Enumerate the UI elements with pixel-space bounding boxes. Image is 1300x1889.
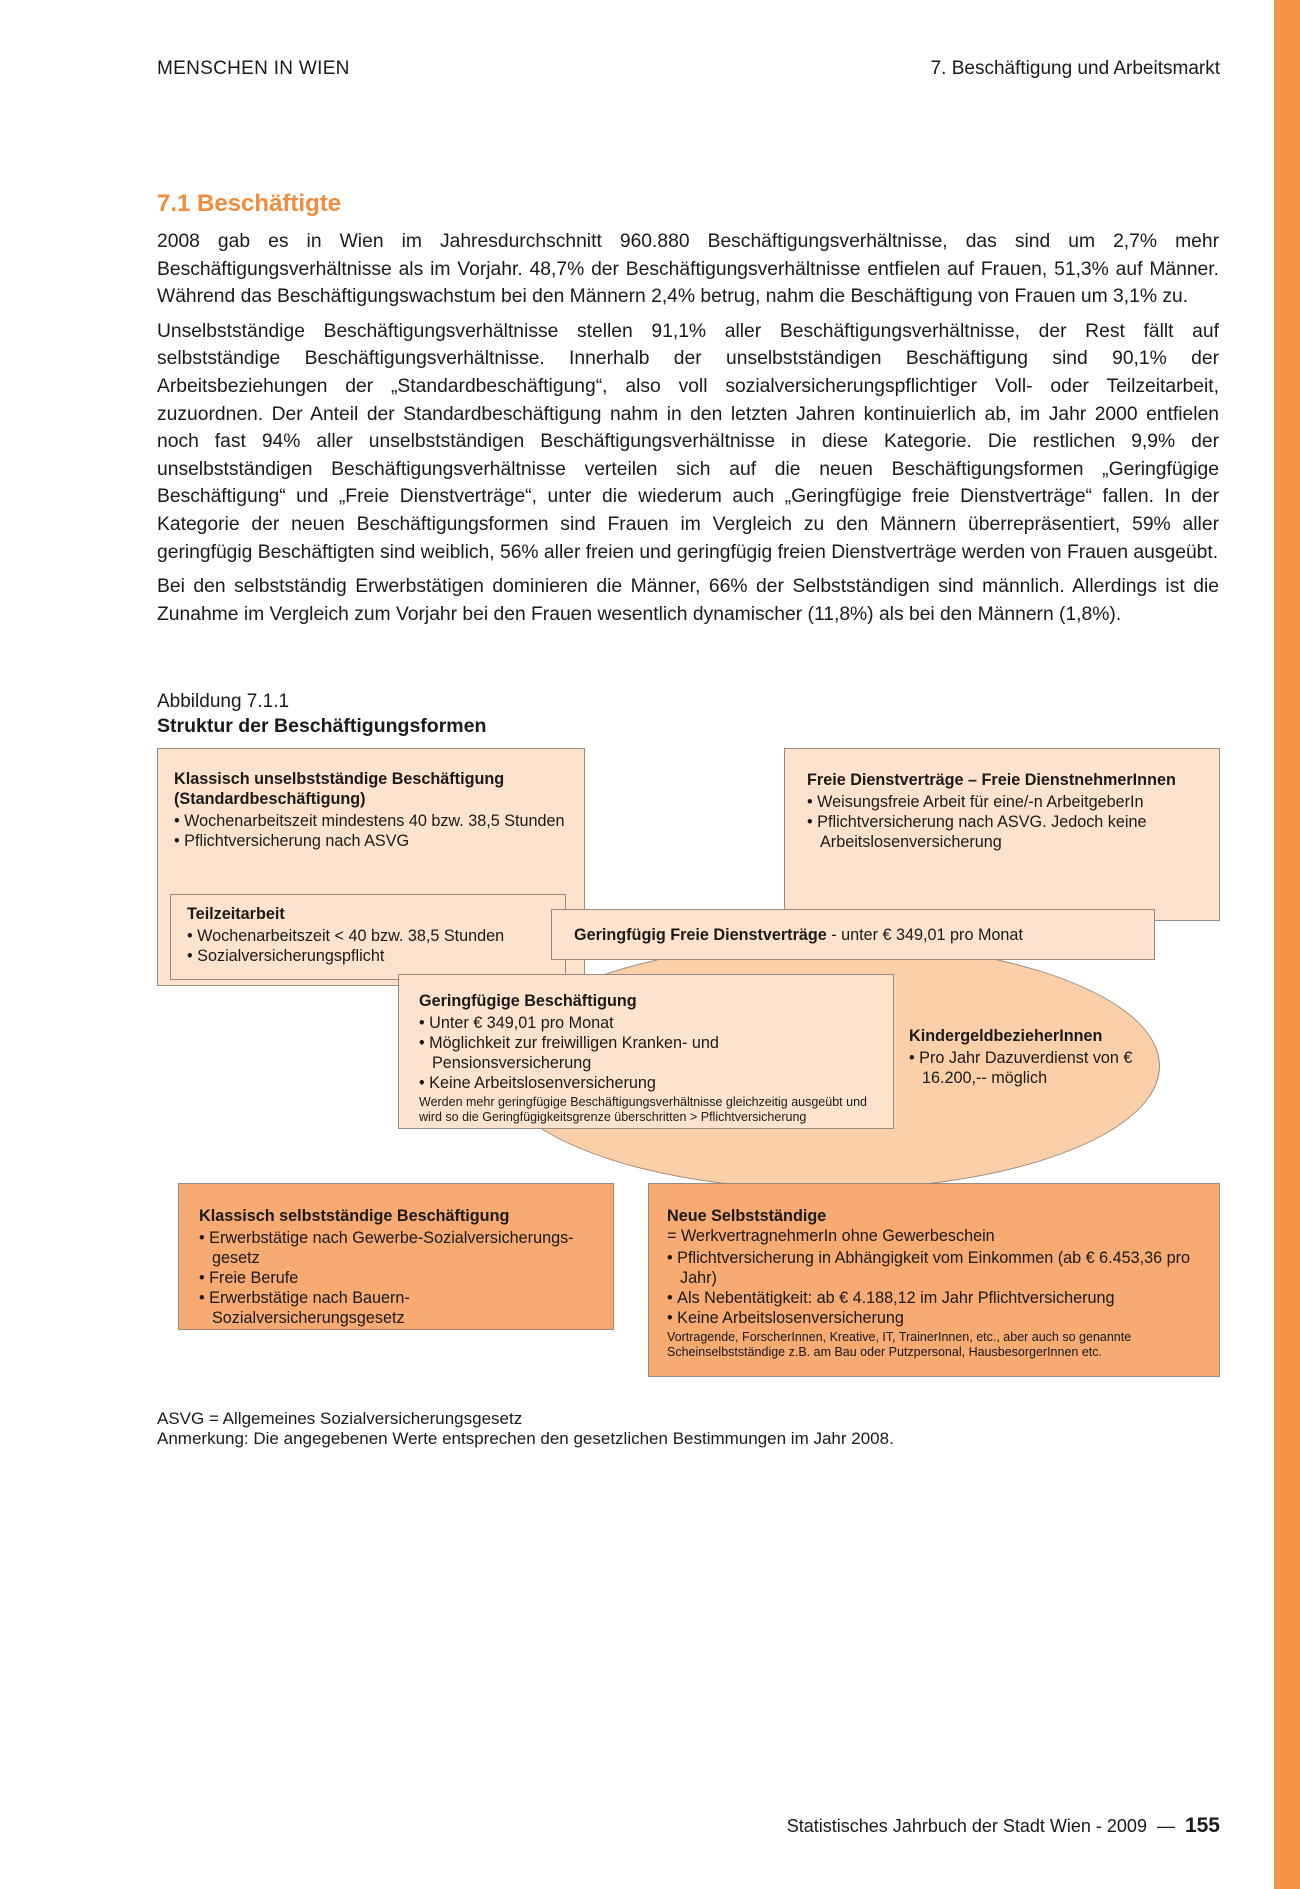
- figure-label: Abbildung 7.1.1: [157, 691, 290, 712]
- box-title: KindergeldbezieherInnen: [909, 1027, 1103, 1045]
- running-header-right: 7. Beschäftigung und Arbeitsmarkt: [930, 58, 1220, 79]
- box-title: Klassisch selbstständige Beschäftigung: [199, 1207, 510, 1225]
- footnote-asvg: ASVG = Allgemeines Sozialversicherungsgesetz: [157, 1409, 523, 1428]
- page-number: 155: [1184, 1814, 1220, 1837]
- figure-footnotes: [157, 1409, 894, 1449]
- list-item: • Unter € 349,01 pro Monat: [419, 1013, 873, 1033]
- list-item: • Keine Arbeitslosenversicherung: [667, 1308, 1201, 1328]
- box-title: Klassisch unselbstständige Beschäftigung (Standardbeschäftigung): [174, 770, 505, 808]
- paragraph: Unselbstständige Beschäftigungsverhältnisse stellen 91,1% aller Beschäftigungsverhältnisse, der Rest fällt auf selbstständige Beschäftigungsverhältnisse. Innerhalb der unselbstständigen Beschäftigung sind 90,1% der Arbeitsbeziehungen der „Standardbeschäftigung“, also voll sozialversicherungspflichtiger Voll- oder Teilzeitarbeit, zuzuordnen. Der Anteil der Standardbeschäftigung nahm in den letzten Jahren kontinuierlich ab, im Jahr 2000 entfielen noch fast 94% aller unselbstständigen Beschäftigungsverhältnisse in diese Kategorie. Die restlichen 9,9% der unselbstständigen Beschäftigungsverhältnisse verteilen sich auf die neuen Beschäftigungsformen „Geringfügige Beschäftigung“ und „Freie Dienstverträge“, unter die wiederum auch „Geringfügige freie Dienstverträge“ fallen. In der Kategorie der neuen Beschäftigungsformen sind Frauen im Vergleich zu den Männern überrepräsentiert, 59% aller geringfügig Beschäftigten sind weiblich, 56% aller freien und geringfügig freien Dienstverträge werden von Frauen ausgeübt.: [157, 320, 1219, 563]
- marginal-free-contracts-box: [551, 909, 1155, 960]
- list-item: • Erwerbstätige nach Bauern-Sozialversicherungsgesetz: [199, 1288, 593, 1328]
- list-item: • Freie Berufe: [199, 1268, 593, 1288]
- part-time-box: [170, 894, 566, 980]
- section-title: 7.1 Beschäftigte: [157, 190, 342, 217]
- childcare-text: [909, 1026, 1149, 1088]
- box-title: Freie Dienstverträge – Freie DienstnehmerInnen: [807, 771, 1176, 789]
- box-subtitle: = WerkvertragnehmerIn ohne Gewerbeschein: [667, 1227, 995, 1245]
- page-footer: [787, 1814, 1220, 1838]
- box-title: Geringfügig Freie Dienstverträge: [574, 926, 827, 944]
- box-note: Werden mehr geringfügige Beschäftigungsverhältnisse gleichzeitig ausgeübt und wird so die Geringfügigkeitsgrenze überschritten > Pflichtversicherung: [419, 1095, 867, 1124]
- paragraph: 2008 gab es in Wien im Jahresdurchschnitt 960.880 Beschäftigungsverhältnisse, das sind um 2,7% mehr Beschäftigungsverhältnisse als im Vorjahr. 48,7% der Beschäftigungsverhältnisse entfielen auf Frauen, 51,3% auf Männer. Während das Beschäftigungswachstum bei den Männern 2,4% betrug, nahm die Beschäftigung von Frauen um 3,1% zu.: [157, 231, 1219, 308]
- figure-title: Struktur der Beschäftigungsformen: [157, 715, 487, 737]
- marginal-employment-box: [398, 974, 894, 1129]
- box-text: - unter € 349,01 pro Monat: [826, 926, 1023, 944]
- free-service-contracts-box: [784, 748, 1220, 921]
- list-item: • Pflichtversicherung nach ASVG: [174, 831, 568, 851]
- list-item: • Erwerbstätige nach Gewerbe-Sozialversicherungs-gesetz: [199, 1228, 593, 1268]
- body-text: [157, 228, 1219, 635]
- box-title: Geringfügige Beschäftigung: [419, 992, 637, 1010]
- box-title: Teilzeitarbeit: [187, 905, 285, 923]
- footer-dash: —: [1156, 1816, 1175, 1836]
- footnote-note: Anmerkung: Die angegebenen Werte entsprechen den gesetzlichen Bestimmungen im Jahr 2008.: [157, 1429, 894, 1448]
- list-item: • Als Nebentätigkeit: ab € 4.188,12 im Jahr Pflichtversicherung: [667, 1288, 1201, 1308]
- list-item: • Pflichtversicherung in Abhängigkeit vom Einkommen (ab € 6.453,36 pro Jahr): [667, 1248, 1201, 1288]
- list-item: • Keine Arbeitslosenversicherung: [419, 1073, 873, 1093]
- paragraph: Bei den selbstständig Erwerbstätigen dominieren die Männer, 66% der Selbstständigen sind männlich. Allerdings ist die Zunahme im Vergleich zum Vorjahr bei den Frauen wesentlich dynamischer (11,8%) als bei den Männern (1,8%).: [157, 576, 1219, 625]
- new-self-employed-box: [648, 1183, 1220, 1377]
- orange-side-bar: [1274, 0, 1300, 1889]
- running-header-left: MENSCHEN IN WIEN: [157, 58, 350, 79]
- classic-self-employment-box: [178, 1183, 614, 1330]
- box-title: Neue Selbstständige: [667, 1207, 827, 1225]
- publication-title: Statistisches Jahrbuch der Stadt Wien - 2009: [786, 1816, 1147, 1836]
- list-item: • Sozialversicherungspflicht: [187, 946, 549, 966]
- list-item: • Möglichkeit zur freiwilligen Kranken- und Pensionsversicherung: [419, 1033, 873, 1073]
- list-item: • Pro Jahr Dazuverdienst von € 16.200,-- möglich: [909, 1049, 1133, 1087]
- list-item: • Wochenarbeitszeit < 40 bzw. 38,5 Stunden: [187, 926, 549, 946]
- list-item: • Wochenarbeitszeit mindestens 40 bzw. 38,5 Stunden: [174, 811, 568, 831]
- list-item: • Pflichtversicherung nach ASVG. Jedoch keine Arbeitslosenversicherung: [807, 812, 1197, 852]
- list-item: • Weisungsfreie Arbeit für eine/-n ArbeitgeberIn: [807, 792, 1197, 812]
- box-note: Vortragende, ForscherInnen, Kreative, IT, TrainerInnen, etc., aber auch so genannte Scheinselbstständige z.B. am Bau oder Putzpersonal, HausbesorgerInnen etc.: [667, 1330, 1132, 1359]
